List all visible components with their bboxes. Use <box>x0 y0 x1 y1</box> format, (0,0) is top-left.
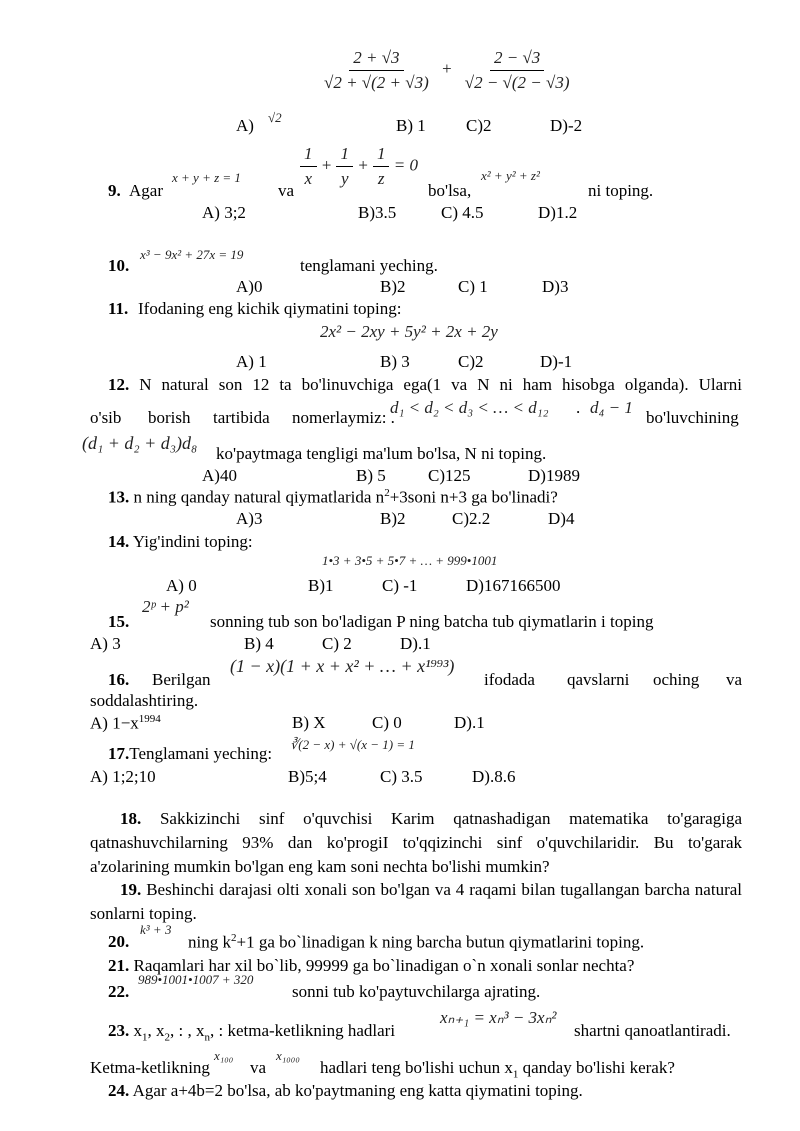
q17-line: 17.Tenglamani yeching: <box>108 744 273 763</box>
q23-text: 23. $x_1$, $x_2$, : , $x_n$, : ketma-ketlikning hadlari <box>108 1021 396 1044</box>
q16-word: oching <box>653 670 700 689</box>
q23-term-100: x₁₀₀ <box>214 1048 234 1063</box>
q15-expression: 2ᵖ + p² <box>142 597 189 616</box>
question-number: 10. <box>108 256 130 275</box>
question-number: 24. <box>108 1081 130 1100</box>
option-a: A) 1 <box>236 352 267 371</box>
option-b: B) 3 <box>380 352 410 371</box>
option-b: B)5;4 <box>288 767 327 786</box>
q17-equation: ∛(2 − x) + √(x − 1) = 1 <box>290 737 415 752</box>
option-b: B) 5 <box>356 466 386 485</box>
question-number: 9. <box>108 181 121 200</box>
question-number: 22. <box>108 982 130 1001</box>
q16-word: qavslarni <box>567 670 630 689</box>
q23-va: va <box>250 1058 267 1077</box>
q10-text: tenglamani yeching. <box>300 256 438 275</box>
q12-word: tartibida <box>213 408 270 427</box>
q22-expression: 989•1001•1007 + 320 <box>138 972 254 987</box>
q16-word: ifodada <box>484 670 535 689</box>
option-d: D).1 <box>400 634 431 653</box>
q19-paragraph: 19. Beshinchi darajasi olti xonali son bo'lgan va 4 raqami bilan tugallangan barcha natural sonlarni toping. <box>90 880 743 923</box>
option-a: A) 1;2;10 <box>90 767 156 786</box>
option-d: D)167166500 <box>466 576 561 595</box>
question-number: 13. <box>108 487 130 507</box>
option-a: A) 3;2 <box>202 203 246 222</box>
option-a: A) $1-x^{1994}$ <box>90 713 161 733</box>
q9-va: va <box>278 181 295 200</box>
option-b: B)2 <box>380 277 406 296</box>
option-d: D)1989 <box>528 466 580 485</box>
option-c: C)2 <box>466 116 492 135</box>
option-a: A)40 <box>202 466 237 485</box>
option-c: C) 2 <box>322 634 352 653</box>
question-number: 11. <box>108 299 129 318</box>
option-b: B)3.5 <box>358 203 397 222</box>
q14-expression: 1•3 + 3•5 + 5•7 + … + 999•1001 <box>322 553 498 568</box>
option-c: C)2.2 <box>452 509 491 528</box>
q12-product: (d₁ + d₂ + d₃)d₈ <box>82 433 198 453</box>
q16-word: va <box>726 670 743 689</box>
option-a: A) <box>236 116 254 135</box>
option-c: C)125 <box>428 466 471 485</box>
q11-text: Ifodaning eng kichik qiymatini toping: <box>138 299 402 318</box>
q23-recurrence: xₙ₊₁ = xₙ³ − 3xₙ² <box>440 1008 557 1027</box>
q9-expression: x² + y² + z² <box>481 168 540 183</box>
option-b: B) 4 <box>244 634 274 653</box>
q23-term-1000: x₁₀₀₀ <box>276 1048 300 1063</box>
q9-equation: x + y + z = 1 <box>172 170 241 185</box>
q12-expression: d₄ − 1 <box>590 398 633 417</box>
question-number: 17. <box>108 744 130 763</box>
q15-text: sonning tub son bo'ladigan P ning batcha tub qiymatlarin i toping <box>210 612 654 631</box>
option-b: B)2 <box>380 509 406 528</box>
q12-word: nomerlaymiz: . <box>292 408 395 427</box>
option-a: A) 0 <box>166 576 197 595</box>
question-number: 21. <box>108 956 130 975</box>
option-c: C)2 <box>458 352 484 371</box>
option-c: C) -1 <box>382 576 418 595</box>
option-d: D).8.6 <box>472 767 516 786</box>
question-number: 20. <box>108 932 130 951</box>
q16-text: soddalashtiring. <box>90 691 199 710</box>
q16-word: Berilgan <box>152 670 211 689</box>
option-d: D)1.2 <box>538 203 578 222</box>
option-c: C) 4.5 <box>441 203 484 222</box>
q12-word: o'sib <box>90 408 122 427</box>
q12-line1 <box>108 375 742 395</box>
question-number: 19. <box>120 880 142 899</box>
option-d: D)3 <box>542 277 569 296</box>
option-b: B)1 <box>308 576 334 595</box>
q8-formula: $\frac{2 + √3}{√2 + √(2 + √3)}$ + $\frac{2 - √3}{√2 - √(2 - √3)}$ <box>324 48 570 92</box>
option-c: C) 3.5 <box>380 767 423 786</box>
q23-text-end: shartni qanoatlantiradi. <box>574 1021 731 1040</box>
q20-text: ning $k^2+1$ ga bo`linadigan k ning barcha butun qiymatlarini toping. <box>188 932 645 952</box>
option-b: B) X <box>292 713 326 732</box>
q18-paragraph: 18. Sakkizinchi sinf o'quvchisi Karim qatnashadigan matematika to'garagiga qatnashuvchilarning 93% dan ko'progiI to'qqizinchi sinf o'quvchilaridir. Bu to'garak a'zolarining mumkin bo'lgan eng kam soni nechta bo'lishi mumkin? <box>90 809 742 876</box>
option-a-value: √2 <box>268 110 282 125</box>
q16-expression: (1 − x)(1 + x + x² + … + x¹⁹⁹³) <box>230 656 455 676</box>
q12-dot: . <box>576 398 581 417</box>
option-d: D).1 <box>454 713 485 732</box>
q24-line: 24. Agar a+4b=2 bo'lsa, ab ko'paytmaning eng katta qiymatini toping. <box>108 1081 583 1100</box>
q20-expression: k³ + 3 <box>140 922 172 937</box>
option-a: A)3 <box>236 509 263 528</box>
q12-text-end: bo'luvchining <box>646 408 739 427</box>
question-number: 18. <box>120 809 142 828</box>
option-a: A)0 <box>236 277 263 296</box>
q9-text-mid: bo'lsa, <box>428 181 472 200</box>
q9-text-end: ni toping. <box>588 181 654 200</box>
q10-equation: x³ − 9x² + 27x = 19 <box>140 247 244 262</box>
option-d: D)-1 <box>540 352 573 371</box>
q21-line: 21. Raqamlari har xil bo`lib, 99999 ga bo`linadigan o`n xonali sonlar nechta? <box>108 956 635 975</box>
q12-divisor-sequence: d₁ < d₂ < d₃ < … < d₁₂ <box>390 398 549 417</box>
q12-word: borish <box>148 408 191 427</box>
q9-text: Agar <box>129 181 163 200</box>
q9-fraction-sum: $\frac{1}{x}$ + $\frac{1}{y}$ + $\frac{1}{z}$ = 0 <box>300 144 418 189</box>
q23-text: Ketma-ketlikning <box>90 1058 210 1077</box>
q12-text: ko'paytmaga tengligi ma'lum bo'lsa, N ni toping. <box>216 444 547 463</box>
option-d: D)-2 <box>550 116 583 135</box>
q11-expression: 2x² − 2xy + 5y² + 2x + 2y <box>320 322 498 341</box>
q13-line: 13. n ning qanday natural qiymatlarida $n^2+3soni$ n+3 ga bo'linadi? <box>108 487 558 507</box>
option-c: C) 1 <box>458 277 488 296</box>
q23-text: hadlari teng bo'lishi uchun $x_1$ qanday bo'lishi kerak? <box>320 1058 675 1081</box>
question-number: 14. <box>108 532 130 551</box>
question-number: 16. <box>108 670 130 689</box>
question-number: 23. <box>108 1021 130 1040</box>
option-d: D)4 <box>548 509 575 528</box>
question-number: 12. <box>108 375 130 394</box>
option-b: B) 1 <box>396 116 426 135</box>
option-c: C) 0 <box>372 713 402 732</box>
option-a: A) 3 <box>90 634 121 653</box>
q14-line: 14. Yig'indini toping: <box>108 532 253 551</box>
q12-text: N natural son 12 ta bo'linuvchiga ega(1 va N ni ham hisobga olganda). Ularni <box>139 375 742 394</box>
question-number: 15. <box>108 612 130 631</box>
q22-text: sonni tub ko'paytuvchilarga ajrating. <box>292 982 541 1001</box>
